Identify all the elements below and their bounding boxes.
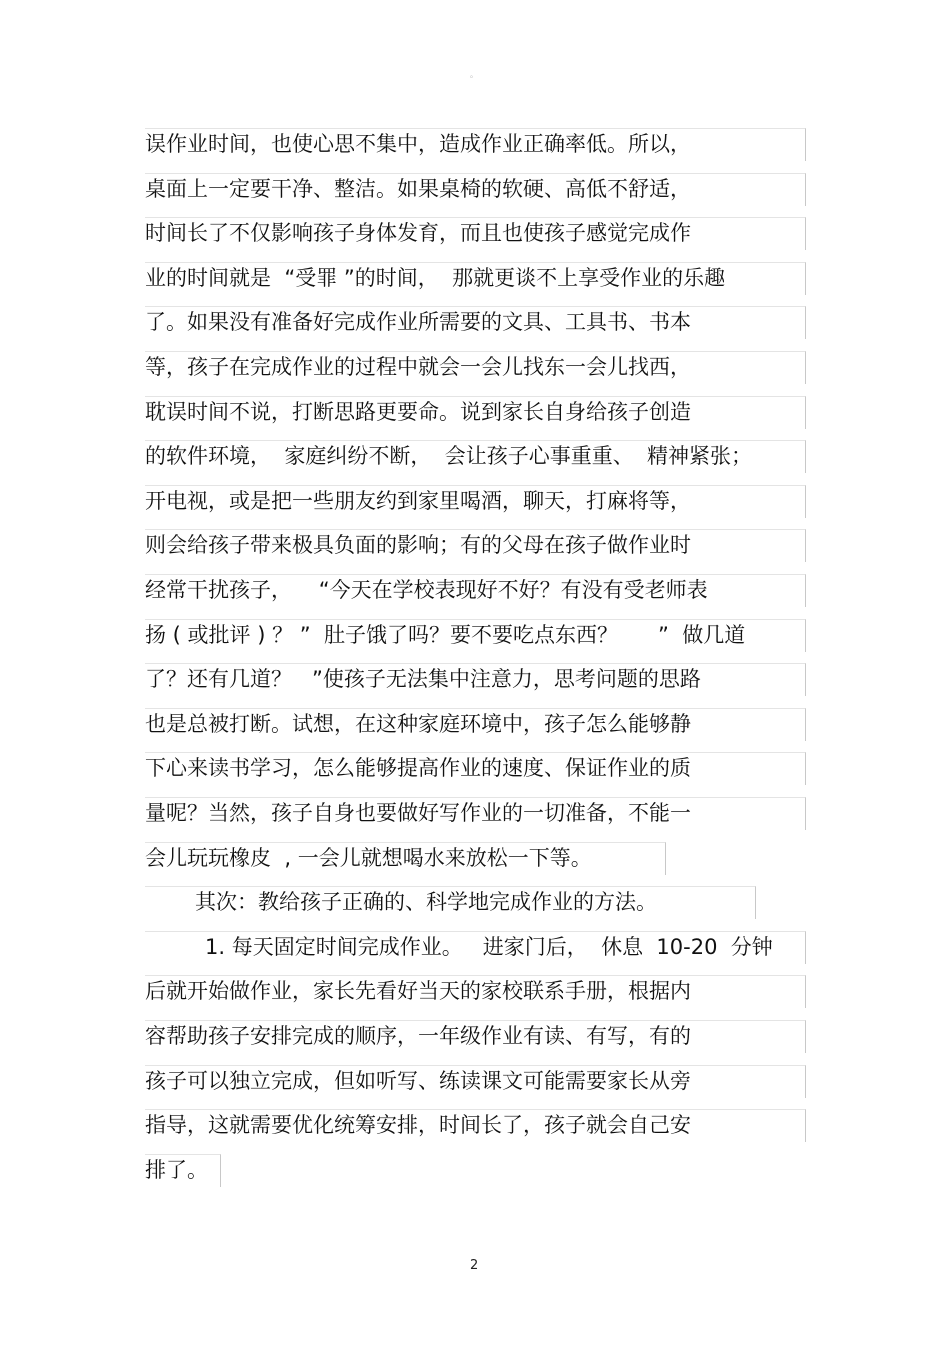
- text-line: 指导，这就需要优化统筹安排，时间长了，孩子就会自己安: [145, 1113, 691, 1137]
- text-line: 后就开始做作业，家长先看好当天的家校联系手册，根据内: [145, 979, 691, 1003]
- text-line: 孩子可以独立完成，但如听写、练读课文可能需要家长从旁: [145, 1069, 691, 1093]
- text-line: 扬 ( 或批评 ) ？ ” 肚子饿了吗？要不要吃点东西？ ” 做几道: [145, 623, 746, 647]
- text-line: 容帮助孩子安排完成的顺序，一年级作业有读、有写，有的: [145, 1024, 691, 1048]
- text-line: 量呢？当然，孩子自身也要做好写作业的一切准备，不能一: [145, 801, 691, 825]
- text-line: 1. 每天固定时间完成作业。 进家门后， 休息 10-20 分钟: [205, 935, 773, 959]
- text-line: 耽误时间不说，打断思路更要命。说到家长自身给孩子创造: [145, 400, 691, 424]
- text-line: 桌面上一定要干净、整洁。如果桌椅的软硬、高低不舒适，: [145, 177, 691, 201]
- text-line: 排了。: [145, 1158, 208, 1182]
- text-line: 等，孩子在完成作业的过程中就会一会儿找东一会儿找西，: [145, 355, 691, 379]
- text-line: 了？还有几道？ ”使孩子无法集中注意力，思考问题的思路: [145, 667, 701, 691]
- text-line: 下心来读书学习，怎么能够提高作业的速度、保证作业的质: [145, 756, 691, 780]
- text-line: 误作业时间，也使心思不集中，造成作业正确率低。所以，: [145, 132, 691, 156]
- text-line: 时间长了不仅影响孩子身体发育，而且也使孩子感觉完成作: [145, 221, 691, 245]
- text-line: 也是总被打断。试想，在这种家庭环境中，孩子怎么能够静: [145, 712, 691, 736]
- text-line: 则会给孩子带来极具负面的影响；有的父母在孩子做作业时: [145, 533, 691, 557]
- text-line: 开电视，或是把一些朋友约到家里喝酒，聊天，打麻将等，: [145, 489, 691, 513]
- text-line: 了。如果没有准备好完成作业所需要的文具、工具书、书本: [145, 310, 691, 334]
- header-mark: 。: [470, 70, 478, 79]
- text-line: 其次：教给孩子正确的、科学地完成作业的方法。: [195, 890, 657, 914]
- text-line: 业的时间就是 “受罪 ”的时间， 那就更谈不上享受作业的乐趣: [145, 266, 726, 290]
- text-line: 会儿玩玩橡皮 , 一会儿就想喝水来放松一下等。: [145, 846, 592, 870]
- text-line: 的软件环境， 家庭纠纷不断， 会让孩子心事重重、 精神紧张；: [145, 444, 753, 468]
- page-number: 2: [470, 1258, 479, 1273]
- text-line: 经常干扰孩子， “今天在学校表现好不好？有没有受老师表: [145, 578, 708, 602]
